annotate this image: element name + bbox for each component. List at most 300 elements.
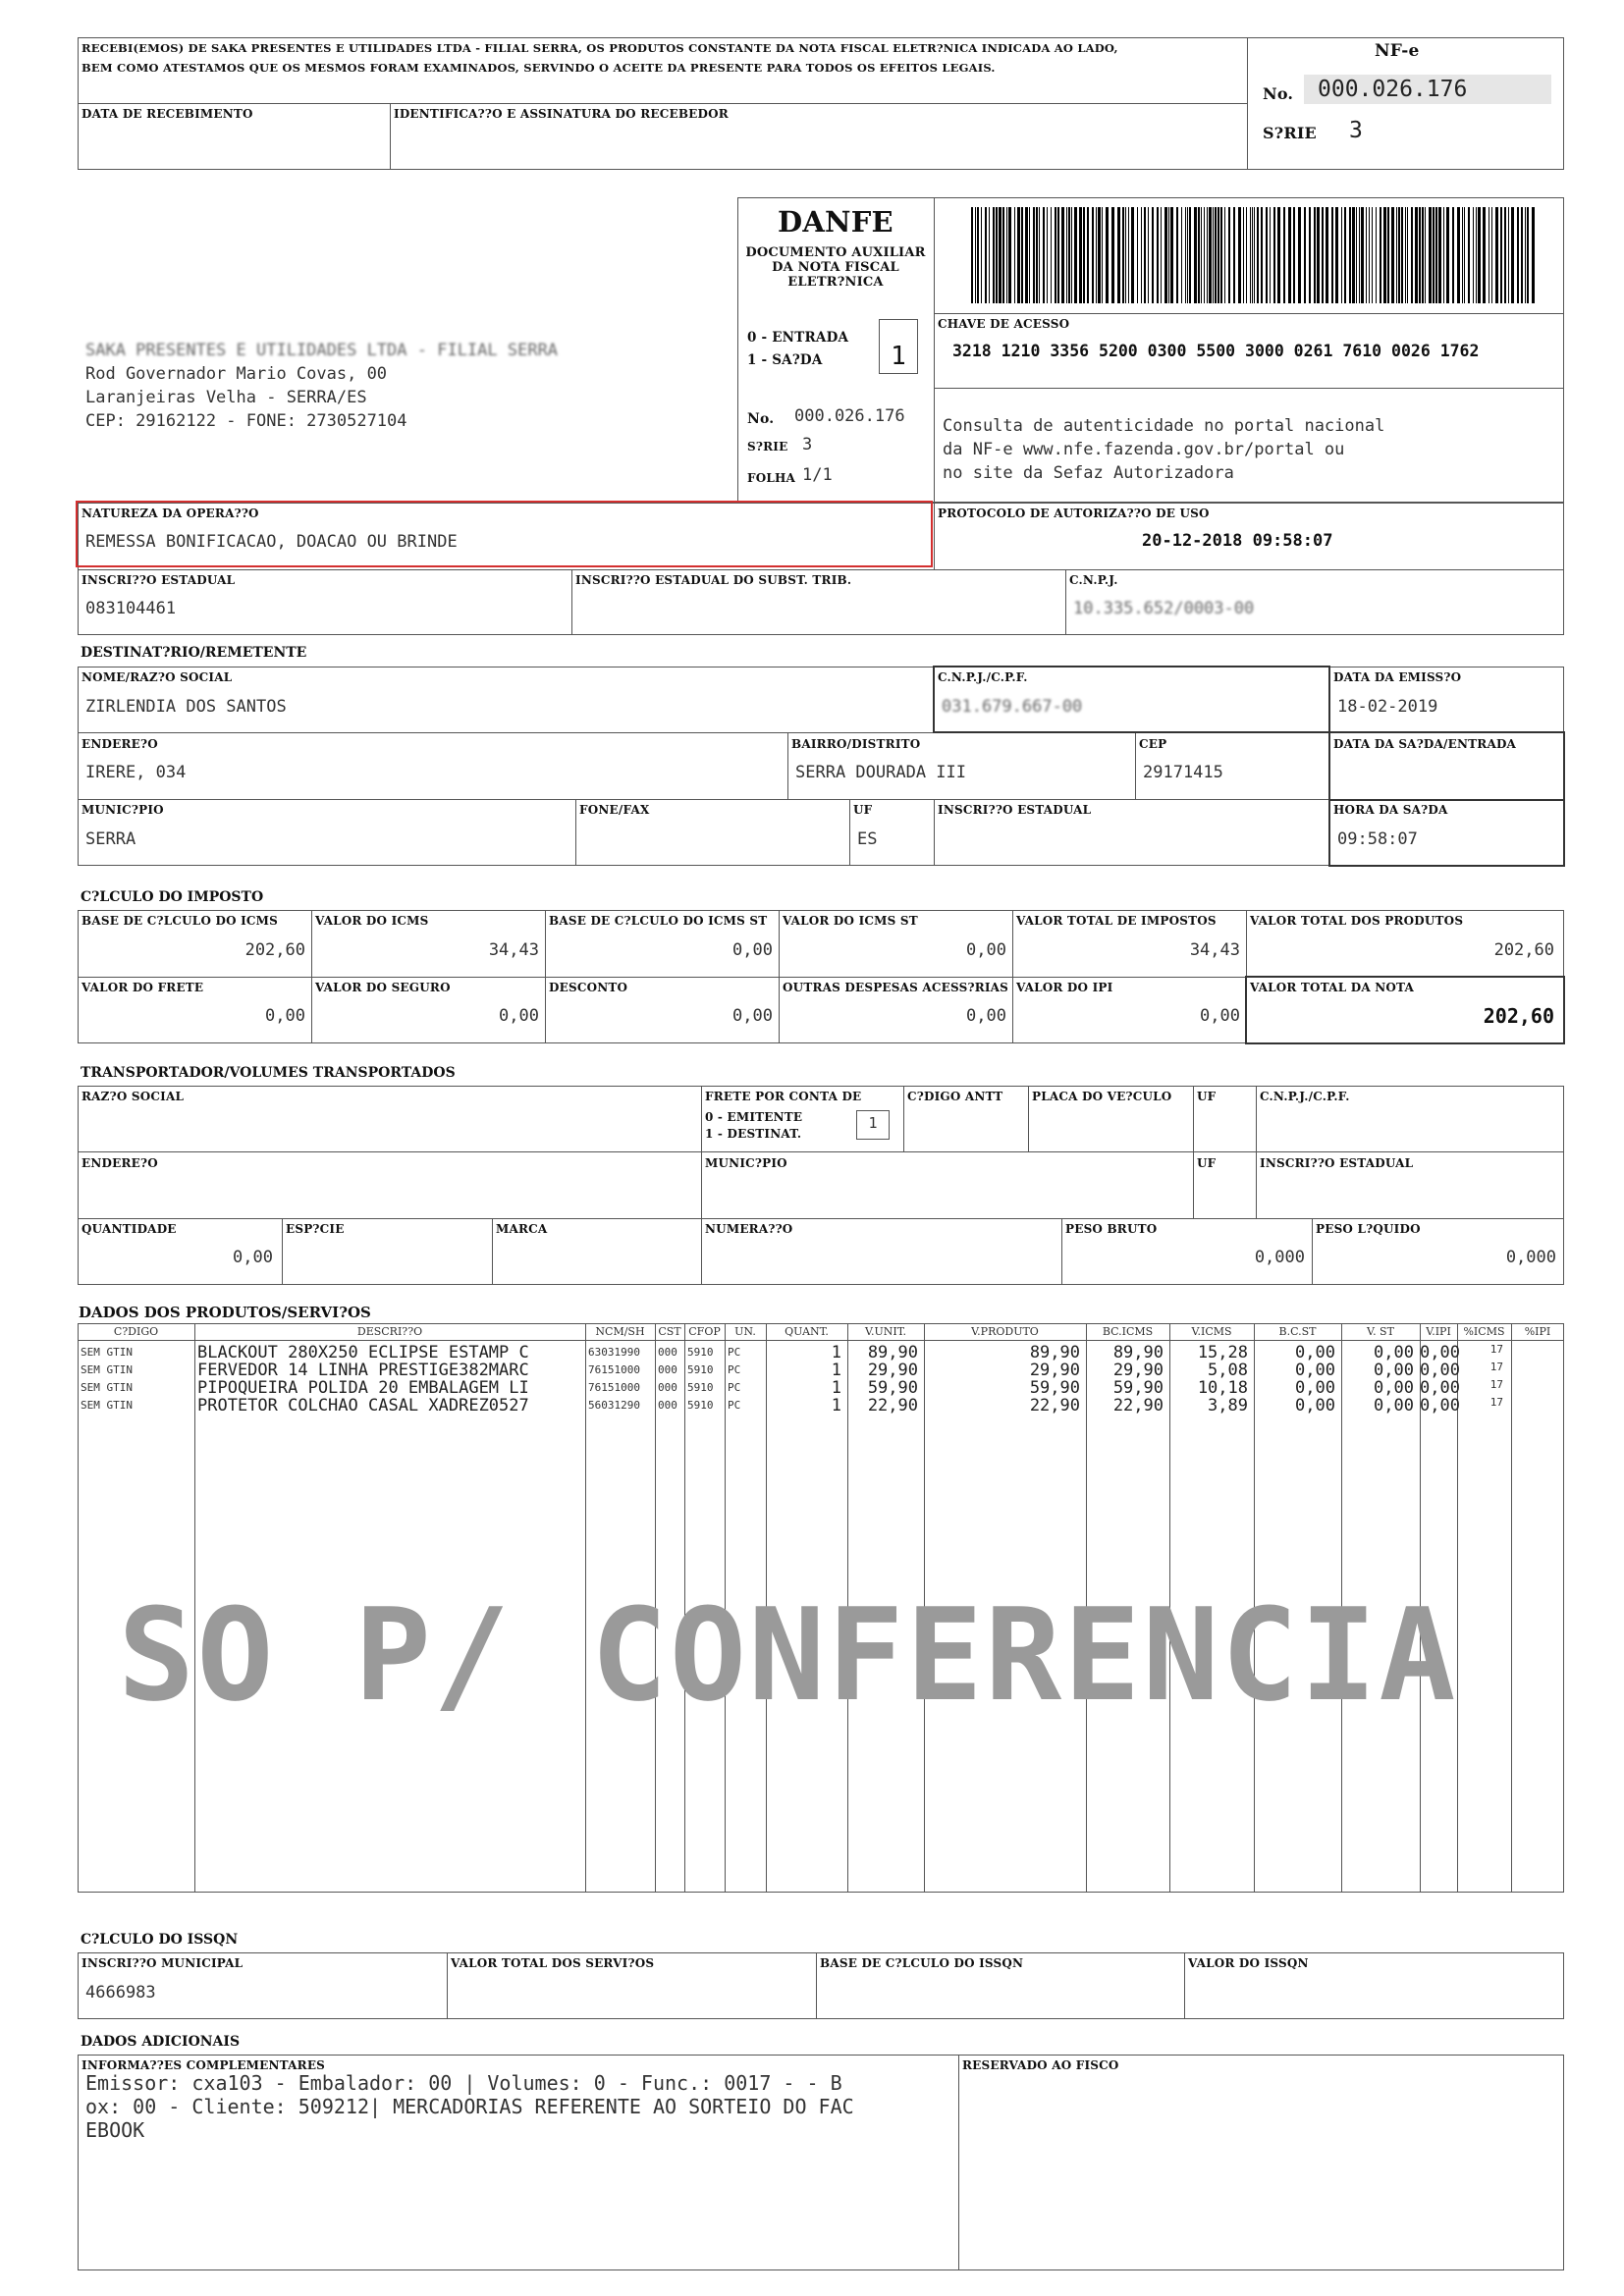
total-prod-label: VALOR TOTAL DOS PRODUTOS <box>1250 914 1464 928</box>
produtos-cell-vst: 0,00 <box>1374 1343 1414 1362</box>
barcode-bar <box>981 207 982 303</box>
produtos-cell-bc: 22,90 <box>1112 1396 1164 1415</box>
base-icms-label: BASE DE C?LCULO DO ICMS <box>81 914 279 928</box>
barcode-bar <box>1036 207 1038 303</box>
watermark: SO P/ CONFERENCIA <box>118 1580 1458 1730</box>
transp-numeracao-label: NUMERA??O <box>705 1222 793 1236</box>
produtos-cell-vicms: 5,08 <box>1208 1361 1248 1380</box>
produtos-cell-bc: 59,90 <box>1112 1378 1164 1398</box>
imposto-secao: C?LCULO DO IMPOSTO <box>81 889 264 905</box>
transp-placa-label: PLACA DO VE?CULO <box>1032 1090 1172 1103</box>
barcode-bar <box>1527 207 1529 303</box>
barcode-bar <box>1380 207 1381 303</box>
canhoto-serie-label: S?RIE <box>1263 124 1317 142</box>
danfe-saida: 1 - SA?DA <box>747 352 823 368</box>
produtos-cell-codigo: SEM GTIN <box>81 1399 133 1412</box>
barcode-bar <box>1443 207 1444 303</box>
icms: 34,43 <box>488 940 539 960</box>
produtos-cell-qtd: 1 <box>831 1343 841 1362</box>
barcode-bar <box>1359 207 1360 303</box>
natureza-label: NATUREZA DA OPERA??O <box>81 507 259 520</box>
barcode-bar <box>1111 207 1114 303</box>
consulta-l3: no site da Sefaz Autorizadora <box>943 463 1234 483</box>
barcode-bar <box>1079 207 1082 303</box>
barcode-bar <box>1209 207 1212 303</box>
emitente-endereco: Rod Governador Mario Covas, 00 <box>85 364 388 384</box>
outras: 0,00 <box>966 1006 1006 1026</box>
barcode-bar <box>1061 207 1064 303</box>
transp-antt-label: C?DIGO ANTT <box>907 1090 1003 1103</box>
barcode-bar <box>1083 207 1085 303</box>
barcode-bar <box>1483 207 1486 303</box>
barcode-bar <box>1411 207 1413 303</box>
produtos-cell-descricao: PROTETOR COLCHAO CASAL XADREZ0527 <box>197 1396 529 1415</box>
barcode-bar <box>1152 207 1154 303</box>
transp-razao-label: RAZ?O SOCIAL <box>81 1090 185 1103</box>
barcode-bar <box>1220 207 1222 303</box>
barcode-bar <box>1238 207 1241 303</box>
barcode-bar <box>1435 207 1437 303</box>
barcode-bar <box>1422 207 1424 303</box>
produtos-cell-cst: 000 <box>658 1399 677 1412</box>
barcode-bar <box>1438 207 1441 303</box>
produtos-cell-codigo: SEM GTIN <box>81 1363 133 1376</box>
barcode-bar <box>1252 207 1253 303</box>
barcode-bar <box>1017 207 1020 303</box>
chave-valor: 3218 1210 3356 5200 0300 5500 3000 0261 7610 0026 1762 <box>952 342 1480 360</box>
canhoto-serie: 3 <box>1349 118 1363 143</box>
barcode-bar <box>1457 207 1460 303</box>
produtos-cell-codigo: SEM GTIN <box>81 1381 133 1394</box>
dest-emissao: 18-02-2019 <box>1337 697 1438 717</box>
barcode-bar <box>1074 207 1077 303</box>
barcode-bar <box>1473 207 1474 303</box>
produtos-cell-un: PC <box>728 1346 741 1359</box>
barcode-bar <box>1033 207 1035 303</box>
produtos-cell-vprod: 59,90 <box>1029 1378 1080 1398</box>
barcode-bar <box>1096 207 1097 303</box>
barcode-bar <box>1066 207 1067 303</box>
barcode-bar <box>1168 207 1169 303</box>
barcode-bar <box>1181 207 1182 303</box>
barcode-bar <box>1215 207 1217 303</box>
dest-hora: 09:58:07 <box>1337 829 1418 849</box>
transp-frete-val: 1 <box>868 1114 878 1132</box>
barcode-bar <box>1478 207 1481 303</box>
barcode-bar <box>1125 207 1126 303</box>
danfe-sub1: DOCUMENTO AUXILIAR <box>745 245 926 260</box>
produtos-cell-ncm: 63031990 <box>588 1346 640 1359</box>
barcode-bar <box>1341 207 1342 303</box>
produtos-cell-picms: 17 <box>1489 1361 1503 1373</box>
produtos-cell-ncm: 76151000 <box>588 1363 640 1376</box>
ie-label: INSCRI??O ESTADUAL <box>81 573 236 587</box>
dest-ie-label: INSCRI??O ESTADUAL <box>938 803 1092 817</box>
barcode-bar <box>1407 207 1408 303</box>
total-nota: 202,60 <box>1483 1004 1554 1028</box>
barcode-bar <box>1495 207 1498 303</box>
barcode-bar <box>1194 207 1197 303</box>
danfe-entrada: 0 - ENTRADA <box>747 330 849 346</box>
data-recebimento-label: DATA DE RECEBIMENTO <box>81 107 253 121</box>
issqn-secao: C?LCULO DO ISSQN <box>81 1932 239 1948</box>
produtos-col-header: CST <box>658 1325 681 1338</box>
dest-emissao-label: DATA DA EMISS?O <box>1333 670 1462 684</box>
barcode-bar <box>1157 207 1159 303</box>
transp-peso-liq-label: PESO L?QUIDO <box>1316 1222 1421 1236</box>
issqn-im: 4666983 <box>85 1983 156 2002</box>
barcode-bar <box>1309 207 1311 303</box>
barcode-bar <box>1376 207 1377 303</box>
barcode-bar <box>1304 207 1306 303</box>
barcode-bar <box>1025 207 1028 303</box>
consulta-l2: da NF-e www.nfe.fazenda.gov.br/portal ou <box>943 440 1345 459</box>
produtos-cell-qtd: 1 <box>831 1396 841 1415</box>
barcode-bar <box>1185 207 1186 303</box>
barcode-bar <box>1331 207 1333 303</box>
dest-endereco: IRERE, 034 <box>85 763 187 782</box>
adicionais-secao: DADOS ADICIONAIS <box>81 2034 241 2050</box>
ipi-label: VALOR DO IPI <box>1016 981 1113 994</box>
info-l3: EBOOK <box>85 2118 145 2142</box>
canhoto-texto-2: BEM COMO ATESTAMOS QUE OS MESMOS FORAM EXAMINADOS, SERVINDO O ACEITE DA PRESENTE PARA TODOS OS EFEITOS LEGAIS. <box>81 61 996 75</box>
danfe-numero: 000.026.176 <box>794 406 905 426</box>
produtos-cell-cst: 000 <box>658 1346 677 1359</box>
barcode-bar <box>1043 207 1045 303</box>
barcode-bar <box>1361 207 1364 303</box>
produtos-secao: DADOS DOS PRODUTOS/SERVI?OS <box>79 1304 371 1321</box>
barcode-bar <box>1002 207 1004 303</box>
cnpj-emit-valor: 10.335.652/0003-00 <box>1073 599 1255 618</box>
dest-endereco-label: ENDERE?O <box>81 737 158 751</box>
total-imp-label: VALOR TOTAL DE IMPOSTOS <box>1016 914 1217 928</box>
danfe-sub2: DA NOTA FISCAL <box>772 260 899 275</box>
consulta-l1: Consulta de autenticidade no portal nacional <box>943 416 1385 436</box>
barcode-bar <box>1189 207 1191 303</box>
total-nota-label: VALOR TOTAL DA NOTA <box>1250 981 1415 994</box>
barcode-bar <box>1261 207 1263 303</box>
barcode-bar <box>1468 207 1470 303</box>
barcode-bar <box>1372 207 1373 303</box>
barcode-bar <box>1387 207 1389 303</box>
ie-valor: 083104461 <box>85 599 177 618</box>
produtos-cell-vipi: 0,00 <box>1420 1396 1460 1415</box>
dest-nome: ZIRLENDIA DOS SANTOS <box>85 697 287 717</box>
barcode-bar <box>1277 207 1280 303</box>
barcode-bar <box>1243 207 1244 303</box>
dest-nome-label: NOME/RAZ?O SOCIAL <box>81 670 233 684</box>
produtos-cell-cfop: 5910 <box>687 1346 714 1359</box>
base-st-label: BASE DE C?LCULO DO ICMS ST <box>549 914 768 928</box>
transp-frete-op2: 1 - DESTINAT. <box>705 1127 802 1141</box>
barcode-bar <box>1204 207 1205 303</box>
barcode-bar <box>1369 207 1370 303</box>
transp-peso-bruto-label: PESO BRUTO <box>1065 1222 1158 1236</box>
dest-uf: ES <box>857 829 878 849</box>
barcode-bar <box>1071 207 1072 303</box>
barcode-bar <box>993 207 995 303</box>
barcode-bar <box>977 207 979 303</box>
produtos-cell-descricao: BLACKOUT 280X250 ECLIPSE ESTAMP C <box>197 1343 529 1362</box>
dest-uf-label: UF <box>853 803 873 817</box>
barcode-bar <box>1433 207 1435 303</box>
produtos-cell-cfop: 5910 <box>687 1381 714 1394</box>
issqn-im-label: INSCRI??O MUNICIPAL <box>81 1956 244 1970</box>
produtos-col-header: V.IPI <box>1426 1325 1451 1338</box>
desconto: 0,00 <box>732 1006 773 1026</box>
barcode-bar <box>1039 207 1040 303</box>
barcode-bar <box>1352 207 1355 303</box>
seguro-label: VALOR DO SEGURO <box>315 981 451 994</box>
transp-ie-label: INSCRI??O ESTADUAL <box>1260 1156 1414 1170</box>
produtos-cell-vicms: 15,28 <box>1197 1343 1248 1362</box>
produtos-col-header: UN. <box>734 1325 756 1338</box>
transp-peso-liq: 0,000 <box>1505 1248 1556 1267</box>
canhoto-numero: 000.026.176 <box>1318 77 1468 102</box>
produtos-cell-vunit: 29,90 <box>867 1361 918 1380</box>
barcode-bar <box>1117 207 1120 303</box>
produtos-cell-vst: 0,00 <box>1374 1378 1414 1398</box>
danfe-no-label: No. <box>747 411 775 427</box>
transp-peso-bruto: 0,000 <box>1254 1248 1305 1267</box>
base-st: 0,00 <box>732 940 773 960</box>
produtos-col-header: DESCRI??O <box>356 1325 423 1338</box>
produtos-col-header: CFOP <box>688 1325 721 1338</box>
produtos-cell-qtd: 1 <box>831 1378 841 1398</box>
produtos-cell-un: PC <box>728 1381 741 1394</box>
transp-frete-label: FRETE POR CONTA DE <box>705 1090 862 1103</box>
icms-label: VALOR DO ICMS <box>315 914 429 928</box>
barcode-bar <box>1092 207 1094 303</box>
danfe-folha-label: FOLHA <box>747 471 796 485</box>
barcode-bar <box>1008 207 1011 303</box>
barcode-bar <box>1532 207 1535 303</box>
barcode-bar <box>1344 207 1346 303</box>
transp-marca-label: MARCA <box>496 1222 548 1236</box>
produtos-cell-qtd: 1 <box>831 1361 841 1380</box>
produtos-cell-picms: 17 <box>1489 1378 1503 1391</box>
barcode-bar <box>989 207 990 303</box>
barcode-bar <box>985 207 987 303</box>
dest-bairro-label: BAIRRO/DISTRITO <box>791 737 921 751</box>
produtos-cell-bc: 29,90 <box>1112 1361 1164 1380</box>
produtos-cell-bcst: 0,00 <box>1295 1396 1335 1415</box>
produtos-cell-picms: 17 <box>1489 1396 1503 1409</box>
ipi: 0,00 <box>1200 1006 1240 1026</box>
desconto-label: DESCONTO <box>549 981 628 994</box>
produtos-col-header: V.ICMS <box>1191 1325 1232 1338</box>
barcode-bar <box>1322 207 1324 303</box>
barcode-bar <box>1021 207 1023 303</box>
dest-saida-label: DATA DA SA?DA/ENTRADA <box>1333 737 1517 751</box>
dest-cnpj-label: C.N.P.J./C.P.F. <box>938 670 1028 684</box>
barcode-bar <box>1057 207 1059 303</box>
produtos-cell-vprod: 29,90 <box>1029 1361 1080 1380</box>
barcode-bar <box>1218 207 1219 303</box>
info-label: INFORMA??ES COMPLEMENTARES <box>81 2058 326 2072</box>
danfe-title: DANFE <box>778 205 893 239</box>
produtos-cell-vprod: 22,90 <box>1029 1396 1080 1415</box>
barcode-bar <box>1164 207 1167 303</box>
transp-qtd-label: QUANTIDADE <box>81 1222 177 1236</box>
barcode-bar <box>1401 207 1403 303</box>
produtos-cell-bcst: 0,00 <box>1295 1361 1335 1380</box>
transp-municipio-label: MUNIC?PIO <box>705 1156 787 1170</box>
issqn-total-label: VALOR TOTAL DOS SERVI?OS <box>451 1956 655 1970</box>
barcode <box>971 207 1541 303</box>
produtos-col-header: %IPI <box>1524 1325 1551 1338</box>
danfe-serie: 3 <box>802 435 813 454</box>
info-l1: Emissor: cxa103 - Embalador: 00 | Volumes: 0 - Func.: 0017 - - B <box>85 2071 842 2095</box>
protocolo-valor: 20-12-2018 09:58:07 <box>1142 531 1333 551</box>
produtos-col-header: QUANT. <box>785 1325 829 1338</box>
produtos-cell-vicms: 3,89 <box>1208 1396 1248 1415</box>
barcode-bar <box>1317 207 1320 303</box>
barcode-bar <box>1029 207 1030 303</box>
ie-st-label: INSCRI??O ESTADUAL DO SUBST. TRIB. <box>575 573 852 587</box>
produtos-cell-vunit: 22,90 <box>867 1396 918 1415</box>
barcode-bar <box>1250 207 1251 303</box>
dest-cep-label: CEP <box>1139 737 1167 751</box>
barcode-bar <box>1425 207 1426 303</box>
danfe-folha: 1/1 <box>802 465 833 485</box>
identificacao-label: IDENTIFICA??O E ASSINATURA DO RECEBEDOR <box>394 107 729 121</box>
protocolo-label: PROTOCOLO DE AUTORIZA??O DE USO <box>938 507 1210 520</box>
produtos-cell-vipi: 0,00 <box>1420 1343 1460 1362</box>
produtos-cell-ncm: 76151000 <box>588 1381 640 1394</box>
barcode-bar <box>1326 207 1328 303</box>
barcode-bar <box>1452 207 1454 303</box>
barcode-bar <box>1270 207 1271 303</box>
transp-uf-label: UF <box>1197 1090 1217 1103</box>
barcode-bar <box>1517 207 1519 303</box>
barcode-bar <box>1288 207 1291 303</box>
barcode-bar <box>1228 207 1230 303</box>
produtos-cell-descricao: FERVEDOR 14 LINHA PRESTIGE382MARC <box>197 1361 529 1380</box>
produtos-col-header: B.C.ST <box>1278 1325 1317 1338</box>
danfe-serie-label: S?RIE <box>747 440 788 454</box>
barcode-bar <box>1198 207 1200 303</box>
canhoto-texto-1: RECEBI(EMOS) DE SAKA PRESENTES E UTILIDADES LTDA - FILIAL SERRA, OS PRODUTOS CONSTANTE DA NOTA FISCAL ELETR?NICA INDICADA AO LADO, <box>81 41 1118 55</box>
barcode-bar <box>1511 207 1514 303</box>
produtos-cell-picms: 17 <box>1489 1343 1503 1356</box>
produtos-cell-bcst: 0,00 <box>1295 1343 1335 1362</box>
transportador-secao: TRANSPORTADOR/VOLUMES TRANSPORTADOS <box>81 1065 456 1081</box>
barcode-bar <box>1141 207 1142 303</box>
icms-st: 0,00 <box>966 940 1006 960</box>
frete-label: VALOR DO FRETE <box>81 981 204 994</box>
barcode-bar <box>975 207 976 303</box>
barcode-bar <box>1273 207 1275 303</box>
barcode-bar <box>1257 207 1259 303</box>
barcode-bar <box>1314 207 1316 303</box>
base-icms: 202,60 <box>244 940 305 960</box>
barcode-bar <box>1087 207 1089 303</box>
danfe-sub3: ELETR?NICA <box>787 275 884 290</box>
dest-fone-label: FONE/FAX <box>579 803 650 817</box>
produtos-cell-vst: 0,00 <box>1374 1396 1414 1415</box>
barcode-bar <box>1014 207 1015 303</box>
barcode-bar <box>1446 207 1449 303</box>
produtos-col-header: C?DIGO <box>113 1325 159 1338</box>
transp-especie-label: ESP?CIE <box>286 1222 345 1236</box>
barcode-bar <box>1508 207 1509 303</box>
barcode-bar <box>1254 207 1255 303</box>
barcode-bar <box>1366 207 1367 303</box>
barcode-bar <box>1187 207 1188 303</box>
barcode-bar <box>1098 207 1101 303</box>
info-l2: ox: 00 - Cliente: 509212| MERCADORIAS REFERENTE AO SORTEIO DO FAC <box>85 2095 854 2118</box>
outras-label: OUTRAS DESPESAS ACESS?RIAS <box>783 981 1009 994</box>
barcode-bar <box>1464 207 1465 303</box>
produtos-col-header: BC.ICMS <box>1102 1325 1154 1338</box>
produtos-col-header: V.PRODUTO <box>971 1325 1039 1338</box>
canhoto-no-label: No. <box>1263 84 1294 103</box>
issqn-base-label: BASE DE C?LCULO DO ISSQN <box>820 1956 1024 1970</box>
barcode-bar <box>1491 207 1492 303</box>
barcode-bar <box>1213 207 1214 303</box>
transp-qtd: 0,00 <box>233 1248 273 1267</box>
transp-uf2-label: UF <box>1197 1156 1217 1170</box>
barcode-bar <box>1266 207 1268 303</box>
barcode-bar <box>1476 207 1477 303</box>
barcode-bar <box>1500 207 1502 303</box>
produtos-cell-cfop: 5910 <box>687 1399 714 1412</box>
dest-municipio: SERRA <box>85 829 136 849</box>
barcode-bar <box>1224 207 1225 303</box>
barcode-bar <box>1176 207 1178 303</box>
frete: 0,00 <box>265 1006 305 1026</box>
emitente-bairro-cidade: Laranjeiras Velha - SERRA/ES <box>85 388 367 407</box>
barcode-bar <box>1525 207 1526 303</box>
produtos-cell-cfop: 5910 <box>687 1363 714 1376</box>
produtos-col-header: V.UNIT. <box>865 1325 906 1338</box>
barcode-bar <box>1170 207 1173 303</box>
barcode-bar <box>971 207 973 303</box>
barcode-bar <box>1068 207 1070 303</box>
emitente-cep-fone: CEP: 29162122 - FONE: 2730527104 <box>85 411 407 431</box>
barcode-bar <box>996 207 998 303</box>
barcode-bar <box>1233 207 1235 303</box>
barcode-bar <box>1521 207 1523 303</box>
produtos-cell-un: PC <box>728 1363 741 1376</box>
issqn-valor-label: VALOR DO ISSQN <box>1188 1956 1309 1970</box>
fisco-label: RESERVADO AO FISCO <box>962 2058 1119 2072</box>
barcode-bar <box>1047 207 1048 303</box>
produtos-cell-vipi: 0,00 <box>1420 1378 1460 1398</box>
produtos-cell-un: PC <box>728 1399 741 1412</box>
produtos-cell-cst: 000 <box>658 1363 677 1376</box>
barcode-bar <box>1161 207 1162 303</box>
barcode-bar <box>1396 207 1397 303</box>
barcode-bar <box>1293 207 1295 303</box>
produtos-cell-bcst: 0,00 <box>1295 1378 1335 1398</box>
produtos-cell-vicms: 10,18 <box>1197 1378 1248 1398</box>
produtos-cell-cst: 000 <box>658 1381 677 1394</box>
danfe-tipo: 1 <box>891 342 906 371</box>
barcode-bar <box>1055 207 1056 303</box>
transp-cnpj-label: C.N.P.J./C.P.F. <box>1260 1090 1350 1103</box>
produtos-cell-vunit: 89,90 <box>867 1343 918 1362</box>
dest-municipio-label: MUNIC?PIO <box>81 803 164 817</box>
barcode-bar <box>1128 207 1129 303</box>
produtos-cell-descricao: PIPOQUEIRA POLIDA 20 EMBALAGEM LI <box>197 1378 529 1398</box>
barcode-bar <box>1335 207 1338 303</box>
barcode-bar <box>1106 207 1109 303</box>
produtos-cell-bc: 89,90 <box>1112 1343 1164 1362</box>
barcode-bar <box>1349 207 1351 303</box>
produtos-cell-vprod: 89,90 <box>1029 1343 1080 1362</box>
